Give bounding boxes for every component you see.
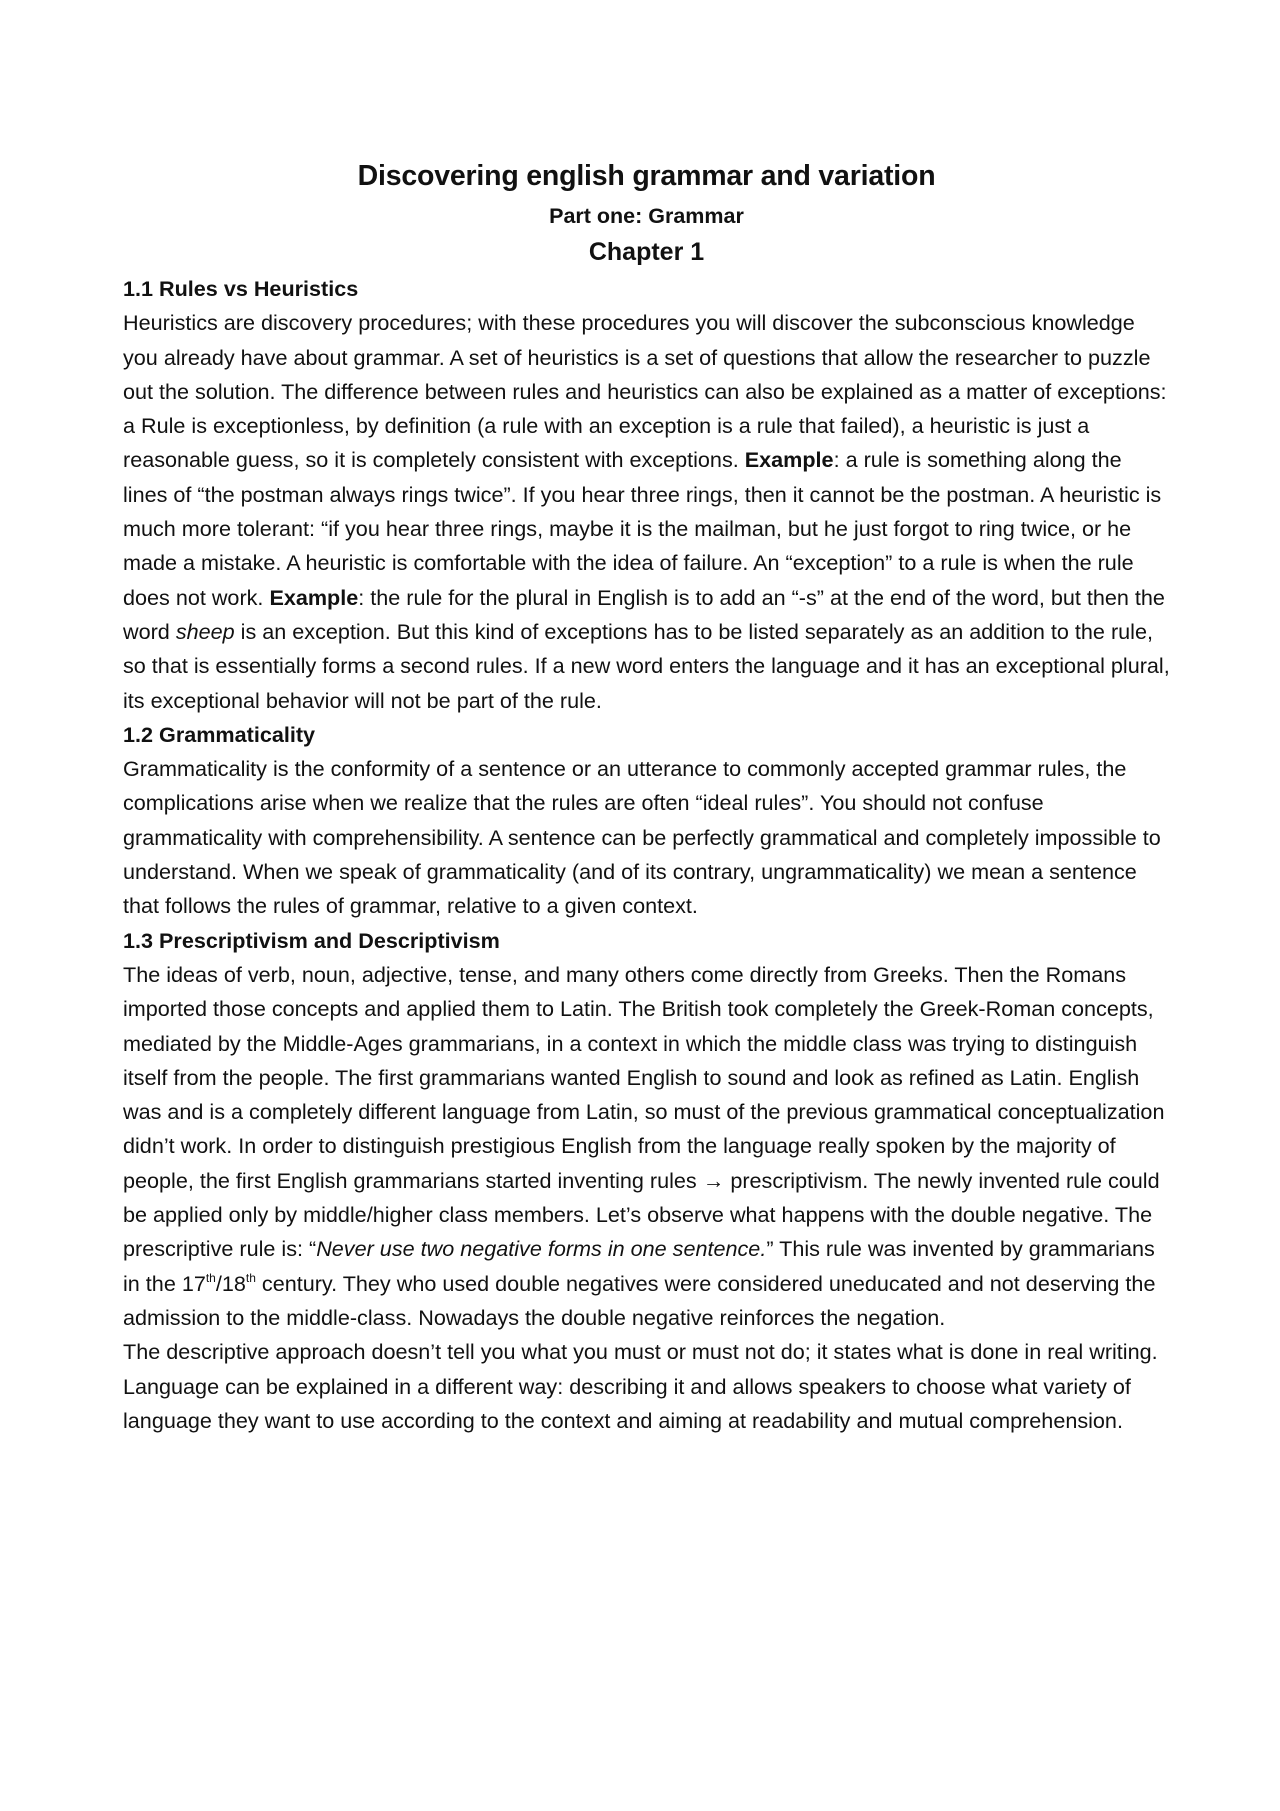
italic-quote: Never use two negative forms in one sentence. bbox=[316, 1236, 767, 1262]
text-run: century. They who used double negatives were considered uneducated and not deserving the admission to the middle-class. Nowadays the double negative reinforces the negation. bbox=[123, 1270, 1156, 1330]
text-run: The ideas of verb, noun, adjective, tense, and many others come directly from Greeks. Then the Romans imported those concepts and applied them to Latin. The British took completely the Greek-Roman concepts, mediated by the Middle-Ages grammarians, in a context in which the middle class was trying to distinguish itself from the people. The first grammarians wanted English to sound and look as refined as Latin. English was and is a completely different language from Latin, so must of the previous grammatical conceptualization didn’t work. In order to distinguish prestigious English from the language really spoken by the majority of people, the first English grammarians started inventing rules → prescriptivism. The newly invented rule could be applied only by middle/higher class members. Let’s observe what happens with the double negative. The prescriptive rule is: “ bbox=[123, 961, 1165, 1262]
section-1-3-paragraph-1 bbox=[123, 958, 1170, 1335]
section-1-1-paragraph bbox=[123, 306, 1170, 718]
text-run: /18 bbox=[215, 1270, 246, 1296]
chapter-title: Chapter 1 bbox=[588, 238, 705, 266]
example-label: Example bbox=[744, 447, 834, 473]
section-1-3-paragraph-2: The descriptive approach doesn’t tell you what you must or must not do; it states what is done in real writing. Language can be explained in a different way: describing it and allows speakers to choose what variety of language they want to use according to the context and aiming at readability and mutual comprehension. bbox=[123, 1339, 1158, 1433]
text-run: : a rule is something along the lines of “the postman always rings twice”. If you hear three rings, then it cannot be the postman. A heuristic is much more tolerant: “if you hear three rings, maybe it is the mailman, but he just forgot to ring twice, or he made a mistake. A heuristic is comfortable with the idea of failure. An “exception” to a rule is when the rule does not work. bbox=[123, 447, 1162, 610]
superscript: th bbox=[205, 1270, 216, 1285]
document-page bbox=[123, 152, 1170, 1438]
section-heading-1-2: 1.2 Grammaticality bbox=[123, 721, 316, 747]
section-heading-1-1: 1.1 Rules vs Heuristics bbox=[123, 276, 359, 301]
section-1-2-paragraph: Grammaticality is the conformity of a sentence or an utterance to commonly accepted grammar rules, the complications arise when we realize that the rules are often “ideal rules”. You should not confuse grammaticality with comprehensibility. A sentence can be perfectly grammatical and completely impossible to understand. When we speak of grammaticality (and of its contrary, ungrammaticality) we mean a sentence that follows the rules of grammar, relative to a given context. bbox=[123, 756, 1161, 919]
example-label: Example bbox=[269, 584, 359, 610]
text-run: is an exception. But this kind of exceptions has to be listed separately as an addition to the rule, so that is essentially forms a second rules. If a new word enters the language and it has an exceptional plural, its exceptional behavior will not be part of the rule. bbox=[123, 618, 1170, 713]
document-title: Discovering english grammar and variation bbox=[357, 160, 936, 192]
text-run: : the rule for the plural in English is to add an “-s” at the end of the word, but then the word bbox=[123, 584, 1165, 644]
text-run: Heuristics are discovery procedures; with these procedures you will discover the subconscious knowledge you already have about grammar. A set of heuristics is a set of questions that allow the researcher to puzzle out the solution. The difference between rules and heuristics can also be explained as a matter of exceptions: a Rule is exceptionless, by definition (a rule with an exception is a rule that failed), a heuristic is just a reasonable guess, so it is completely consistent with exceptions. bbox=[123, 310, 1167, 473]
italic-term: sheep bbox=[175, 618, 235, 644]
part-title: Part one: Grammar bbox=[549, 204, 744, 228]
superscript: th bbox=[245, 1270, 256, 1285]
text-run: ” This rule was invented by grammarians in the 17 bbox=[123, 1236, 1155, 1296]
section-heading-1-3: 1.3 Prescriptivism and Descriptivism bbox=[123, 927, 500, 953]
